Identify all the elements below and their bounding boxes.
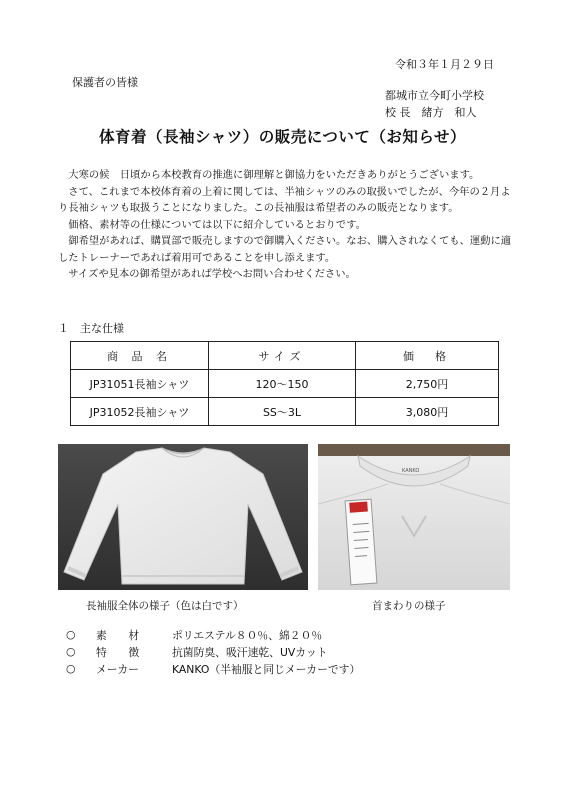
maker-label: メーカー: [96, 663, 139, 676]
table-cell: JP31051長袖シャツ: [71, 370, 209, 398]
table-cell: 2,750円: [356, 370, 499, 398]
column-header: 価 格: [356, 342, 499, 370]
feature-value: 抗菌防臭、吸汗速乾、UVカット: [172, 646, 328, 659]
table-cell: JP31052長袖シャツ: [71, 398, 209, 426]
page-title: 体育着（長袖シャツ）の販売について（お知らせ）: [99, 128, 466, 146]
spec-table: [70, 341, 499, 426]
shirt-full-photo: [58, 444, 308, 590]
paragraph: 大寒の候 日頃から本校教育の推進に御理解と御協力をいただきありがとうございます。: [58, 169, 480, 181]
table-header-row: [71, 342, 499, 370]
column-header: 商 品 名: [71, 342, 209, 370]
bullet-icon: ○: [66, 662, 76, 675]
shirt-neck-photo: [318, 444, 510, 590]
bullet-icon: ○: [66, 645, 76, 658]
paragraph: さて、これまで本校体育着の上着に関しては、半袖シャツのみの取扱いでしたが、今年の２月より長袖シャツも取扱うことになりました。この長袖服は希望者のみの販売となります。: [58, 185, 511, 214]
material-label: 素 材: [96, 629, 140, 642]
body-text: [58, 167, 516, 283]
paragraph: サイズや見本の御希望があれば学校へお問い合わせください。: [58, 268, 356, 280]
column-header: サイズ: [209, 342, 356, 370]
caption-neckline: 首まわりの様子: [372, 600, 446, 612]
bullet-icon: ○: [66, 628, 76, 641]
maker-value: KANKO（半袖服と同じメーカーです）: [172, 663, 361, 676]
table-row: [71, 398, 499, 426]
principal-name: 校 長 緒方 和人: [385, 106, 477, 119]
material-value: ポリエステル８０％、綿２０％: [172, 629, 323, 642]
table-cell: 120～150: [209, 370, 356, 398]
caption-full-shirt: 長袖服全体の様子（色は白です）: [86, 600, 244, 612]
date: 令和３年１月２９日: [395, 58, 494, 71]
tag-brand-text: KANKO: [402, 468, 420, 474]
feature-label: 特 徴: [96, 646, 140, 659]
school-name: 都城市立今町小学校: [385, 89, 484, 102]
addressee: 保護者の皆様: [72, 76, 138, 89]
table-cell: 3,080円: [356, 398, 499, 426]
paragraph: 御希望があれば、購買部で販売しますので御購入ください。なお、購入されなくても、運動に適したトレーナーであれば着用可であることを申し添えます。: [58, 235, 512, 264]
table-row: [71, 370, 499, 398]
spec-heading: １ 主な仕様: [58, 322, 124, 335]
paragraph: 価格、素材等の仕様については以下に紹介しているとおりです。: [58, 218, 366, 231]
table-cell: SS～3L: [209, 398, 356, 426]
